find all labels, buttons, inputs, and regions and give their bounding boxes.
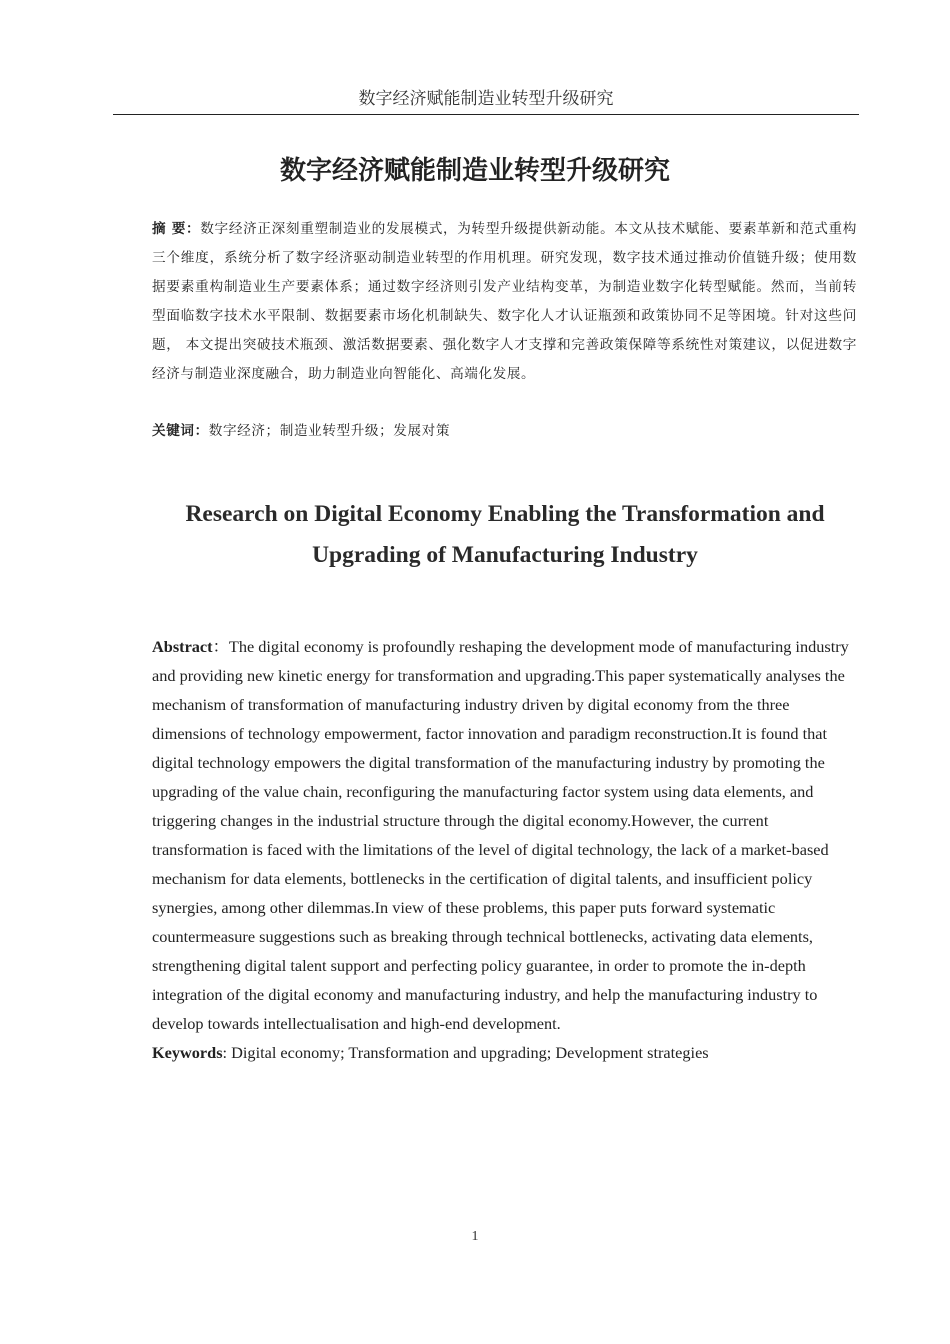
chinese-keywords-text: 数字经济；制造业转型升级；发展对策	[208, 423, 451, 439]
page-number: 1	[471, 1229, 479, 1244]
chinese-abstract	[152, 215, 857, 389]
chinese-keywords-label: 关键词：	[152, 423, 209, 439]
chinese-keywords	[152, 417, 857, 446]
english-abstract-label: Abstract	[152, 637, 213, 656]
chinese-abstract-text: 数字经济正深刻重塑制造业的发展模式，为转型升级提供新动能。本文从技术赋能、要素革新和范式重构三个维度，系统分析了数字经济驱动制造业转型的作用机理。研究发现，数字技术通过推动价值链升级；使用数据要素重构制造业生产要素体系；通过数字经济则引发产业结构变革，为制造业数字化转型赋能。然而，当前转型面临数字技术水平限制、数据要素市场化机制缺失、数字化人才认证瓶颈和政策协同不足等困境。针对这些问题， 本文提出突破技术瓶颈、激活数据要素、强化数字人才支撑和完善政策保障等系统性对策建议，以促进数字经济与制造业深度融合，助力制造业向智能化、高端化发展。	[152, 221, 857, 382]
english-abstract-separator: ：	[212, 637, 229, 656]
english-keywords	[152, 1038, 864, 1067]
chinese-title: 数字经济赋能制造业转型升级研究	[279, 156, 670, 187]
chinese-abstract-label: 摘 要：	[152, 221, 201, 237]
english-abstract	[152, 632, 864, 1038]
english-keywords-label: Keywords	[152, 1043, 223, 1062]
english-abstract-text: The digital economy is profoundly reshaping the development mode of manufacturing industry and providing new kinetic energy for transformation and upgrading.This paper systematically analyses the mechanism of transformation of manufacturing industry driven by digital economy from the three dimensions of technology empowerment, factor innovation and paradigm reconstruction.It is found that digital technology empowers the digital transformation of the manufacturing industry by promoting the upgrading of the value chain, reconfiguring the manufacturing factor system using data elements, and triggering changes in the industrial structure through the digital economy.However, the current transformation is faced with the limitations of the level of digital technology, the lack of a market-based mechanism for data elements, bottlenecks in the certification of digital talents, and insufficient policy synergies, among other dilemmas.In view of these problems, this paper puts forward systematic countermeasure suggestions such as breaking through technical bottlenecks, activating data elements, strengthening digital talent support and perfecting policy guarantee, in order to promote the in-depth integration of the digital economy and manufacturing industry, and help the manufacturing industry to develop towards intellectualisation and high-end development.	[152, 637, 849, 1033]
english-keywords-text: : Digital economy; Transformation and upgrading; Development strategies	[222, 1043, 709, 1062]
english-title: Research on Digital Economy Enabling the Transformation and Upgrading of Manufacturing Industry	[185, 501, 825, 568]
running-header: 数字经济赋能制造业转型升级研究	[113, 88, 859, 115]
